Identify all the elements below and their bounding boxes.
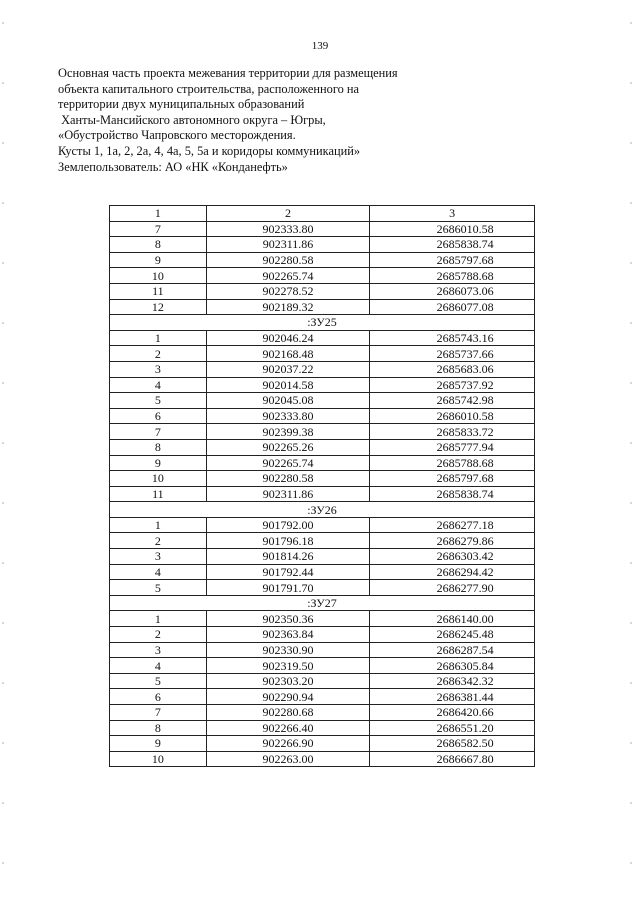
table-row (110, 642, 535, 658)
y-coordinate-value: 2686551.20 (436, 720, 494, 735)
document-header (58, 66, 418, 175)
x-coordinate-cell: 902263.00 (206, 751, 369, 767)
x-coordinate-cell: 902280.68 (206, 705, 369, 721)
x-coordinate-cell: 901792.00 (206, 517, 369, 533)
y-coordinate-value: 2685777.94 (436, 440, 494, 455)
point-number-cell: 12 (110, 299, 207, 315)
point-number-cell: 8 (110, 439, 207, 455)
y-coordinate-value: 2686582.50 (436, 736, 494, 751)
point-number-cell: 3 (110, 361, 207, 377)
point-number-cell: 7 (110, 705, 207, 721)
y-coordinate-value: 2685737.66 (436, 346, 494, 361)
y-coordinate-value: 2685788.68 (436, 268, 494, 283)
x-coordinate-cell: 902278.52 (206, 283, 369, 299)
y-coordinate-value: 2686277.18 (436, 518, 494, 533)
y-coordinate-value: 2685797.68 (436, 253, 494, 268)
table-row (110, 658, 535, 674)
point-number-cell: 1 (110, 611, 207, 627)
y-coordinate-value: 2686667.80 (436, 752, 494, 767)
section-row (110, 315, 535, 331)
y-coordinate-value: 2685683.06 (436, 362, 494, 377)
point-number-cell: 4 (110, 564, 207, 580)
page-number: 139 (311, 40, 329, 52)
x-coordinate-cell: 902045.08 (206, 393, 369, 409)
point-number-cell: 2 (110, 627, 207, 643)
x-coordinate-cell: 902363.84 (206, 627, 369, 643)
table-row (110, 486, 535, 502)
table-row (110, 517, 535, 533)
table-row (110, 580, 535, 596)
table-row (110, 252, 535, 268)
table-row (110, 237, 535, 253)
table-row (110, 720, 535, 736)
y-coordinate-cell (370, 471, 535, 487)
point-number-cell: 10 (110, 268, 207, 284)
y-coordinate-cell (370, 221, 535, 237)
column-header: 1 (110, 206, 207, 222)
point-number-cell: 4 (110, 658, 207, 674)
table-row (110, 221, 535, 237)
y-coordinate-cell (370, 486, 535, 502)
y-coordinate-cell (370, 689, 535, 705)
section-label: :ЗУ26 (110, 502, 535, 518)
x-coordinate-cell: 902330.90 (206, 642, 369, 658)
table-row (110, 283, 535, 299)
y-coordinate-cell (370, 268, 535, 284)
header-line: Ханты-Мансийского автономного округа – Югры, (58, 112, 326, 127)
x-coordinate-cell: 902333.80 (206, 408, 369, 424)
y-coordinate-value: 2686245.48 (436, 627, 494, 642)
y-coordinate-value: 2685838.74 (436, 237, 494, 252)
table-row (110, 268, 535, 284)
y-coordinate-cell (370, 736, 535, 752)
y-coordinate-cell (370, 439, 535, 455)
header-line: «Обустройство Чапровского месторождения. (58, 128, 296, 143)
table-row (110, 751, 535, 767)
table-row (110, 611, 535, 627)
y-coordinate-cell (370, 549, 535, 565)
point-number-cell: 2 (110, 533, 207, 549)
x-coordinate-cell: 902303.20 (206, 673, 369, 689)
table-row (110, 533, 535, 549)
header-line: Основная часть проекта межевания территории для размещения (58, 66, 398, 80)
x-coordinate-cell: 902319.50 (206, 658, 369, 674)
y-coordinate-value: 2686010.58 (436, 221, 494, 236)
x-coordinate-cell: 902333.80 (206, 221, 369, 237)
point-number-cell: 9 (110, 736, 207, 752)
section-row (110, 502, 535, 518)
y-coordinate-value: 2685833.72 (436, 424, 494, 439)
y-coordinate-value: 2685737.92 (436, 377, 494, 392)
point-number-cell: 9 (110, 455, 207, 471)
y-coordinate-value: 2686381.44 (436, 689, 494, 704)
point-number-cell: 1 (110, 330, 207, 346)
x-coordinate-cell: 901792.44 (206, 564, 369, 580)
point-number-cell: 2 (110, 346, 207, 362)
x-coordinate-cell: 902265.26 (206, 439, 369, 455)
x-coordinate-cell: 902046.24 (206, 330, 369, 346)
point-number-cell: 7 (110, 424, 207, 440)
scan-edge-left (2, 0, 4, 905)
y-coordinate-value: 2686077.08 (436, 299, 494, 314)
section-row (110, 595, 535, 611)
y-coordinate-cell (370, 252, 535, 268)
x-coordinate-cell: 902265.74 (206, 455, 369, 471)
y-coordinate-cell (370, 237, 535, 253)
y-coordinate-cell (370, 627, 535, 643)
scan-edge-right (630, 0, 632, 905)
y-coordinate-cell (370, 408, 535, 424)
y-coordinate-value: 2686140.00 (436, 611, 494, 626)
table-row (110, 564, 535, 580)
y-coordinate-cell (370, 346, 535, 362)
y-coordinate-cell (370, 517, 535, 533)
point-number-cell: 11 (110, 283, 207, 299)
y-coordinate-cell (370, 642, 535, 658)
y-coordinate-cell (370, 720, 535, 736)
table-row (110, 393, 535, 409)
x-coordinate-cell: 901814.26 (206, 549, 369, 565)
point-number-cell: 5 (110, 580, 207, 596)
y-coordinate-cell (370, 299, 535, 315)
y-coordinate-cell (370, 424, 535, 440)
table-row (110, 361, 535, 377)
point-number-cell: 6 (110, 689, 207, 705)
point-number-cell: 5 (110, 393, 207, 409)
x-coordinate-cell: 902311.86 (206, 237, 369, 253)
point-number-cell: 6 (110, 408, 207, 424)
table-row (110, 736, 535, 752)
table-row (110, 424, 535, 440)
y-coordinate-cell (370, 455, 535, 471)
header-line: Землепользователь: АО «НК «Конданефть» (58, 159, 288, 174)
y-coordinate-cell (370, 673, 535, 689)
point-number-cell: 7 (110, 221, 207, 237)
column-header: 2 (206, 206, 369, 222)
y-coordinate-value: 2686342.32 (436, 674, 494, 689)
header-line: Кусты 1, 1а, 2, 2а, 4, 4а, 5, 5а и коридоры коммуникаций» (58, 143, 361, 158)
point-number-cell: 8 (110, 720, 207, 736)
x-coordinate-cell: 902014.58 (206, 377, 369, 393)
table-row (110, 627, 535, 643)
point-number-cell: 8 (110, 237, 207, 253)
y-coordinate-cell (370, 330, 535, 346)
point-number-cell: 10 (110, 751, 207, 767)
header-line: территории двух муниципальных образований (58, 97, 305, 112)
point-number-cell: 9 (110, 252, 207, 268)
y-coordinate-value: 2685797.68 (436, 471, 494, 486)
y-coordinate-value: 2686287.54 (436, 642, 494, 657)
point-number-cell: 1 (110, 517, 207, 533)
y-coordinate-value: 2686420.66 (436, 705, 494, 720)
table-row (110, 471, 535, 487)
table-row (110, 689, 535, 705)
y-coordinate-value: 2686073.06 (436, 284, 494, 299)
y-coordinate-cell (370, 283, 535, 299)
point-number-cell: 3 (110, 642, 207, 658)
y-coordinate-cell (370, 393, 535, 409)
section-label: :ЗУ25 (110, 315, 535, 331)
x-coordinate-cell: 902037.22 (206, 361, 369, 377)
y-coordinate-value: 2686303.42 (436, 549, 494, 564)
y-coordinate-value: 2686279.86 (436, 533, 494, 548)
coordinates-table (109, 205, 535, 767)
y-coordinate-cell (370, 564, 535, 580)
x-coordinate-cell: 902280.58 (206, 471, 369, 487)
table-row (110, 299, 535, 315)
table-row (110, 673, 535, 689)
point-number-cell: 11 (110, 486, 207, 502)
table-row (110, 377, 535, 393)
x-coordinate-cell: 902265.74 (206, 268, 369, 284)
x-coordinate-cell: 901796.18 (206, 533, 369, 549)
table-row (110, 705, 535, 721)
x-coordinate-cell: 902168.48 (206, 346, 369, 362)
y-coordinate-cell (370, 751, 535, 767)
x-coordinate-cell: 902266.90 (206, 736, 369, 752)
y-coordinate-value: 2686305.84 (436, 658, 494, 673)
x-coordinate-cell: 902266.40 (206, 720, 369, 736)
x-coordinate-cell: 902399.38 (206, 424, 369, 440)
y-coordinate-cell (370, 658, 535, 674)
y-coordinate-cell (370, 361, 535, 377)
section-label: :ЗУ27 (110, 595, 535, 611)
y-coordinate-cell (370, 377, 535, 393)
table-header-row (110, 206, 535, 222)
x-coordinate-cell: 902290.94 (206, 689, 369, 705)
y-coordinate-value: 2686294.42 (436, 564, 494, 579)
y-coordinate-value: 2685788.68 (436, 455, 494, 470)
table-row (110, 330, 535, 346)
x-coordinate-cell: 901791.70 (206, 580, 369, 596)
y-coordinate-value: 2685743.16 (436, 331, 494, 346)
y-coordinate-cell (370, 580, 535, 596)
column-header: 3 (370, 206, 535, 222)
x-coordinate-cell: 902280.58 (206, 252, 369, 268)
y-coordinate-value: 2685742.98 (436, 393, 494, 408)
header-line: объекта капитального строительства, расположенного на (58, 81, 360, 96)
table-row (110, 346, 535, 362)
y-coordinate-value: 2686010.58 (436, 409, 494, 424)
point-number-cell: 4 (110, 377, 207, 393)
x-coordinate-cell: 902189.32 (206, 299, 369, 315)
point-number-cell: 5 (110, 673, 207, 689)
table-row (110, 549, 535, 565)
x-coordinate-cell: 902350.36 (206, 611, 369, 627)
y-coordinate-cell (370, 611, 535, 627)
y-coordinate-value: 2685838.74 (436, 486, 494, 501)
table-row (110, 455, 535, 471)
x-coordinate-cell: 902311.86 (206, 486, 369, 502)
y-coordinate-cell (370, 533, 535, 549)
y-coordinate-cell (370, 705, 535, 721)
table-row (110, 439, 535, 455)
point-number-cell: 10 (110, 471, 207, 487)
point-number-cell: 3 (110, 549, 207, 565)
y-coordinate-value: 2686277.90 (436, 580, 494, 595)
table-row (110, 408, 535, 424)
